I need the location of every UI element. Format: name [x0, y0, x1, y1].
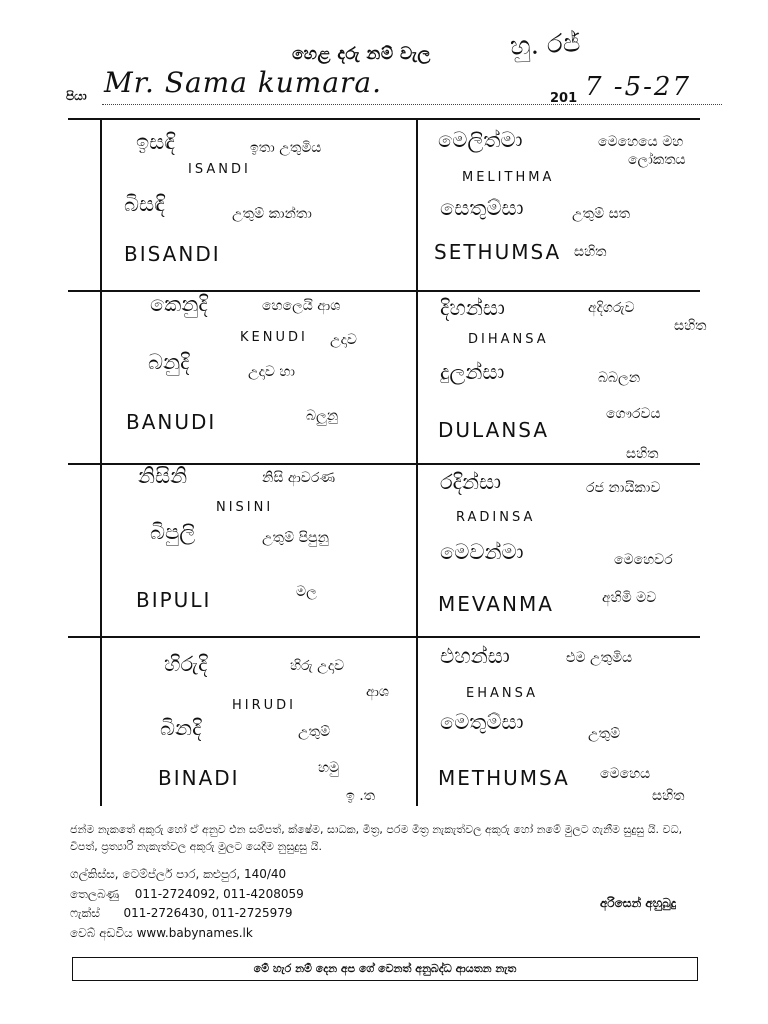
alt-name-si: මෙවන්මා	[440, 540, 524, 564]
name-meaning: ඉතා උතුමිය	[250, 140, 322, 156]
name-latin: KENUDI	[240, 330, 308, 345]
name-si: රදින්සා	[440, 470, 502, 494]
alt-name-meaning: උතුම්	[588, 726, 621, 742]
name-meaning: හිරු උදාව	[290, 658, 345, 674]
name-meaning-2: උදාව	[330, 332, 357, 348]
disclaimer-text: මේ හැර නම් දෙන අප ගේ වෙනත් අනුබද්ධ ආයතන නැත	[253, 962, 517, 975]
alt-name-meaning: උතුම් කාන්තා	[232, 206, 312, 222]
phone-number: 011-2724092, 011-4208059	[134, 886, 304, 901]
alt-name-meaning-2: මෙහෙය	[600, 766, 651, 782]
name-si: මෙලිත්මා	[438, 128, 523, 152]
alt-name-latin: DULANSA	[438, 418, 550, 442]
alt-name-meaning: බබලන	[598, 370, 641, 386]
name-meaning: රජ නායිකාව	[586, 480, 661, 496]
name-latin: DIHANSA	[468, 332, 549, 347]
alt-name-meaning-3: සහිත	[652, 788, 685, 804]
alt-name-si: දුලන්සා	[440, 360, 505, 384]
father-label: පියා	[66, 89, 87, 103]
alt-name-latin: SETHUMSA	[434, 240, 562, 264]
table-center-divider	[416, 118, 418, 806]
alt-name-meaning-2: සහිත	[574, 244, 607, 260]
name-latin: NISINI	[216, 500, 274, 515]
name-latin: HIRUDI	[232, 698, 297, 713]
name-si: එහන්සා	[440, 644, 510, 668]
alt-name-latin: BISANDI	[124, 242, 221, 266]
fax-row	[70, 904, 304, 924]
alt-name-meaning: උතුම් පිපුනු	[262, 530, 329, 546]
web-label: වෙබ් අඩවිය	[70, 925, 133, 940]
address: ගල්කිස්ස, ටෙම්ප්ලර් පාර, කළුපුර, 140/40	[70, 867, 287, 881]
name-meaning: මෙහෙයෙ මහ	[598, 134, 684, 150]
web-row	[70, 924, 304, 944]
name-meaning-2: ආශ	[366, 684, 389, 700]
form-title: හෙළ දරු නම් වැල	[292, 44, 431, 64]
table-left-border	[100, 118, 102, 806]
top-right-handwriting: හු. රජ්	[509, 28, 582, 62]
alt-name-latin: METHUMSA	[438, 766, 570, 790]
phone-label: තෙලබණු	[70, 886, 120, 901]
alt-name-meaning-3: ඉ .ත	[346, 788, 376, 804]
alt-name-latin: BINADI	[158, 766, 240, 790]
name-meaning: අදිගරුව	[588, 300, 635, 316]
alt-name-meaning-2: බලුනු	[306, 408, 339, 424]
alt-name-si: සෙතුම්සා	[440, 196, 524, 220]
alt-name-meaning: උදාව හා	[248, 364, 296, 380]
father-name: Mr. Sama kumara.	[104, 66, 383, 99]
alt-name-latin: BANUDI	[126, 410, 217, 434]
contact-block	[70, 865, 304, 943]
disclaimer-box	[72, 957, 698, 981]
phone-row	[70, 885, 304, 905]
name-si: ඉසඳි	[136, 130, 175, 154]
row-divider	[68, 636, 700, 638]
name-si: කෙනුදි	[150, 292, 208, 316]
alt-name-si: බිනදි	[160, 716, 202, 740]
alt-name-latin: BIPULI	[136, 588, 212, 612]
name-latin: EHANSA	[466, 686, 538, 701]
name-si: හිරුදි	[164, 652, 208, 676]
alt-name-meaning-2: හමු	[318, 760, 340, 776]
name-latin: ISANDI	[188, 162, 251, 177]
alt-name-meaning: උතුම් සත	[572, 206, 630, 222]
nakshatra-note: ජන්ම නැකතේ අකුරු හෝ ඒ අනුව එන සම්පත්, ක්ෂේම, සාධක, මිත්‍ර, පරම මිත්‍ර නැකැත්වල අකුරු හෝ නමේ මුලට ගැනීම සුදුසු යි. වධ, විපත්, ප්‍රත්‍යාරි නැකැත්වල අකුරු මුලට යෙදීම නුසුදුසු යි.	[70, 823, 683, 853]
name-si: දිහන්සා	[440, 296, 505, 320]
alt-name-si: මෙතුම්සා	[440, 710, 524, 734]
alt-name-meaning-2: අහිමි මව	[602, 590, 657, 606]
name-latin: MELITHMA	[462, 170, 555, 185]
fax-number: 011-2726430, 011-2725979	[123, 906, 293, 920]
alt-name-si: බිසඳි	[124, 192, 165, 216]
alt-name-meaning-3: සහිත	[626, 446, 659, 462]
year-prefix: 201	[550, 91, 578, 106]
alt-name-meaning-2: ගෞරවය	[606, 406, 661, 422]
alt-name-meaning: උතුම්	[298, 724, 331, 740]
alt-name-meaning: මෙහෙවර	[614, 552, 673, 568]
name-latin: RADINSA	[456, 510, 536, 525]
brand-name: අරිසෙන් අහුබුදු	[600, 896, 677, 910]
dotted-line	[102, 104, 722, 105]
alt-name-meaning-2: මල	[296, 584, 317, 600]
fax-label: ෆැක්ස්	[70, 906, 100, 920]
name-si: නිසිනි	[138, 464, 188, 488]
name-meaning: එම උතුමිය	[566, 650, 633, 666]
alt-name-si: බනුදි	[148, 350, 190, 374]
web-url: www.babynames.lk	[136, 925, 253, 940]
name-meaning-2: සහිත	[674, 318, 707, 334]
handwritten-date: 7 -5-27	[585, 72, 692, 102]
alt-name-si: බිපුලි	[150, 520, 196, 544]
name-meaning: නිසි ආවරණ	[262, 470, 336, 486]
name-meaning: හෙලෙයි ආශ	[262, 298, 341, 314]
alt-name-latin: MEVANMA	[438, 592, 554, 616]
name-meaning-2: ලෝකතය	[628, 152, 686, 168]
